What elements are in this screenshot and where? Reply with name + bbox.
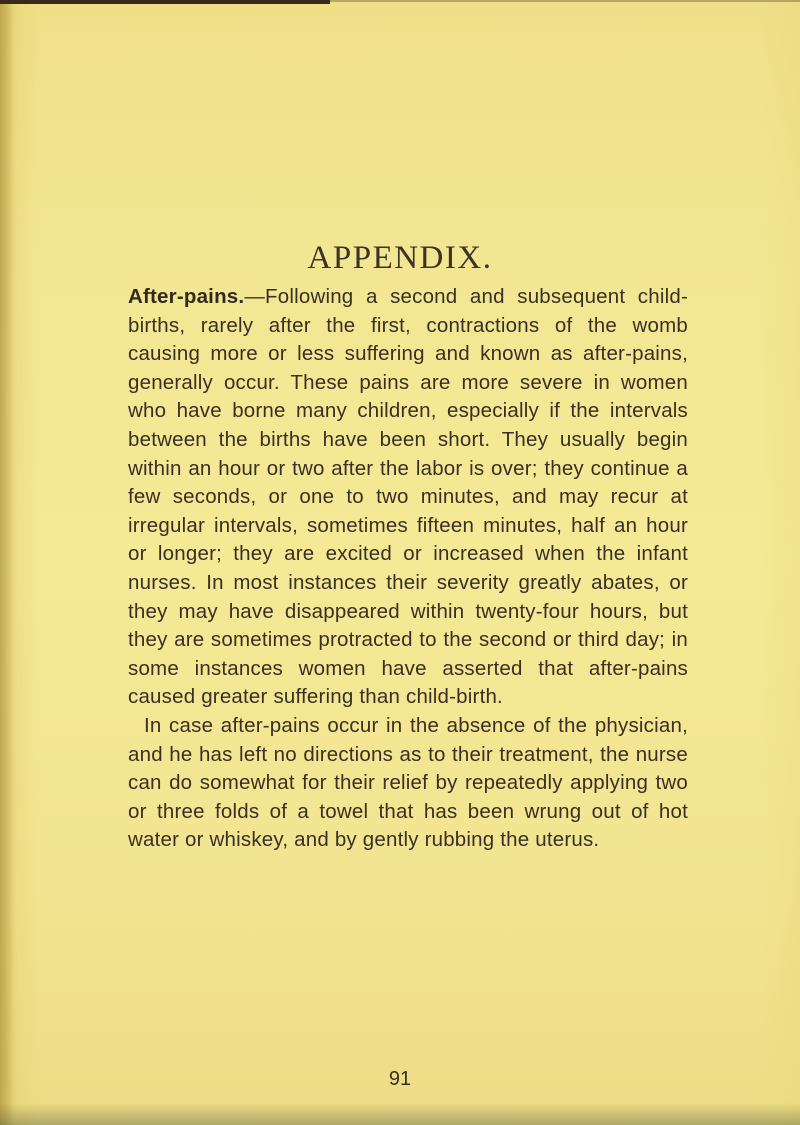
paragraph-text: —Following a second and subsequent child-births, rarely after the first, contractions of the womb causing more or less suffering and known as after-pains, generally occur. These pains are more severe in women who have borne many children, especially if the intervals between the births have been short. They usually begin within an hour or two after the labor is over; they continue a few seconds, or one to two minutes, and may recur at irregular intervals, sometimes fifteen minutes, half an hour or longer; they are excited or increased when the infant nurses. In most instances their severity greatly abates, or they may have disappeared within twenty-four hours, but they are sometimes protracted to the second or third day; in some instances women have asserted that after-pains caused greater suffering than child-birth. [128,285,688,709]
term-after-pains: After-pains. [128,285,245,308]
top-page-edge-thin [330,0,800,2]
paragraph-after-pains [128,283,688,712]
page-heading: APPENDIX. [307,240,493,276]
page-number: 91 [388,1068,412,1090]
body-text [128,283,688,855]
paragraph-treatment: In case after-pains occur in the absence of the physician, and he has left no directions as to their treatment, the nurse can do somewhat for their relief by repeatedly applying two or three folds of a towel that has been wrung out of hot water or whiskey, and by gently rubbing the uterus. [128,713,688,852]
binding-shadow [0,0,14,1125]
top-page-edge [0,0,330,4]
bottom-edge-shadow [0,1103,800,1125]
